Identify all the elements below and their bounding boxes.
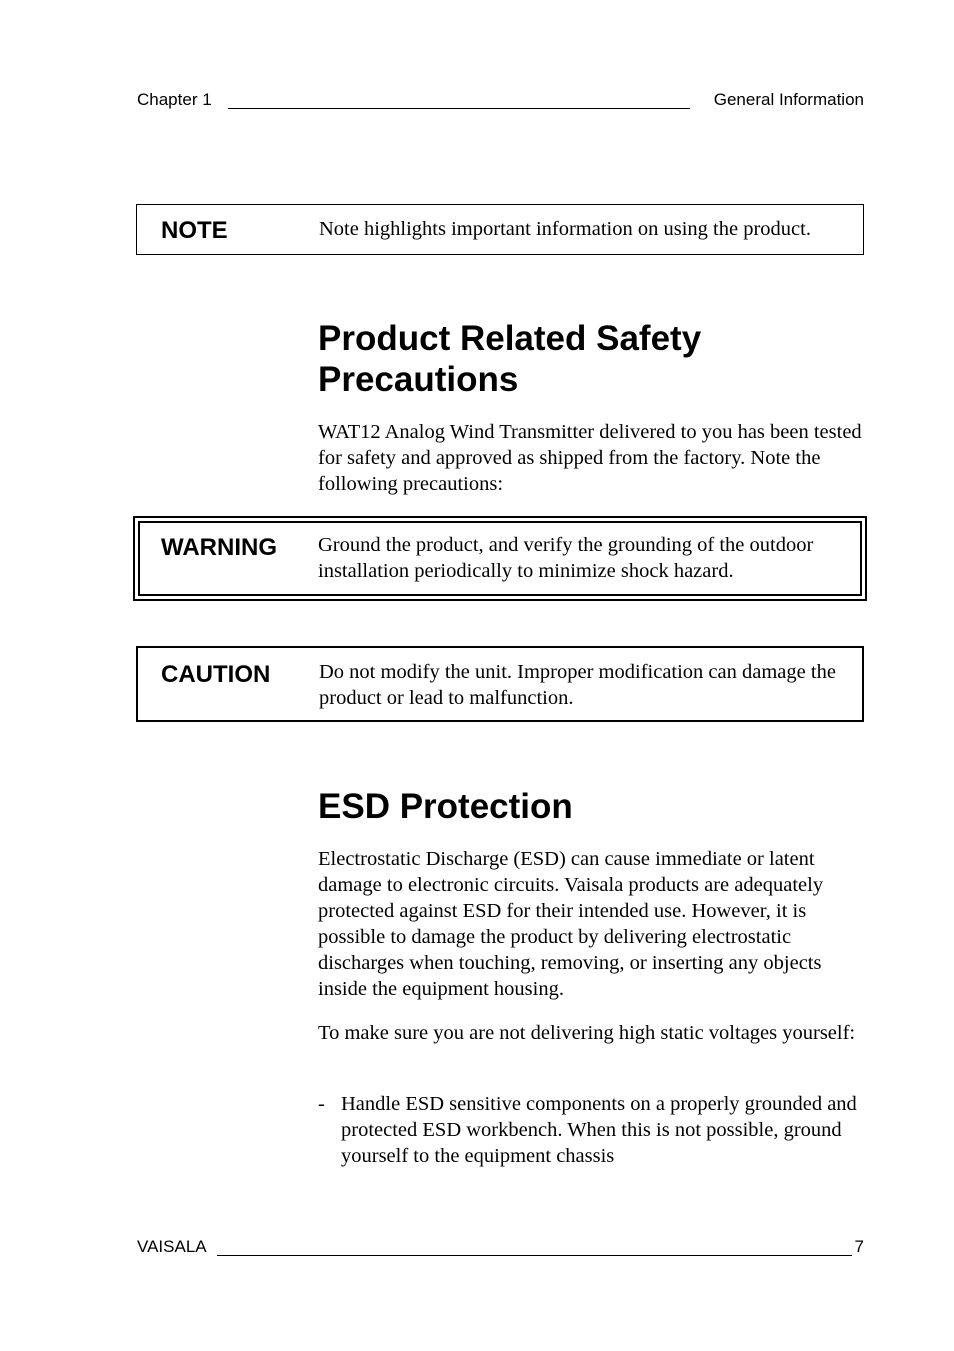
warning-label: WARNING	[161, 534, 277, 561]
brand-label: VAISALA	[137, 1237, 207, 1256]
safety-heading: Product Related Safety Precautions	[318, 319, 702, 399]
note-label: NOTE	[161, 217, 228, 244]
esd-paragraph-2: To make sure you are not delivering high static voltages yourself:	[318, 1022, 856, 1044]
chapter-label: Chapter 1	[137, 90, 212, 109]
esd-paragraph-1: Electrostatic Discharge (ESD) can cause immediate or latent damage to electronic circuits. Vaisala products are adequately protected against ESD for their intended use. However, it is possible to damage the product by delivering electrostatic discharges when touching, removing, or inserting any objects inside the equipment housing.	[318, 848, 824, 1000]
caution-text: Do not modify the unit. Improper modification can damage the product or lead to malfunction.	[319, 661, 836, 709]
caution-box	[136, 646, 864, 722]
page-header	[137, 90, 864, 114]
page-footer	[137, 1237, 864, 1261]
warning-box	[133, 516, 867, 601]
esd-heading: ESD Protection	[318, 787, 573, 826]
note-text: Note highlights important information on using the product.	[319, 218, 811, 240]
section-title: General Information	[713, 90, 864, 109]
bullet-text: Handle ESD sensitive components on a properly grounded and protected ESD workbench. When this is not possible, ground yourself to the equipment chassis	[341, 1093, 857, 1167]
caution-label: CAUTION	[161, 661, 271, 688]
warning-text: Ground the product, and verify the grounding of the outdoor installation periodically to minimize shock hazard.	[318, 534, 814, 582]
page-number: 7	[854, 1237, 864, 1256]
header-rule	[228, 108, 690, 109]
safety-intro: WAT12 Analog Wind Transmitter delivered to you has been tested for safety and approved as shipped from the factory. Note the following precautions:	[318, 421, 862, 495]
note-box	[136, 204, 864, 255]
footer-rule	[217, 1255, 852, 1256]
bullet-marker: -	[318, 1093, 325, 1115]
